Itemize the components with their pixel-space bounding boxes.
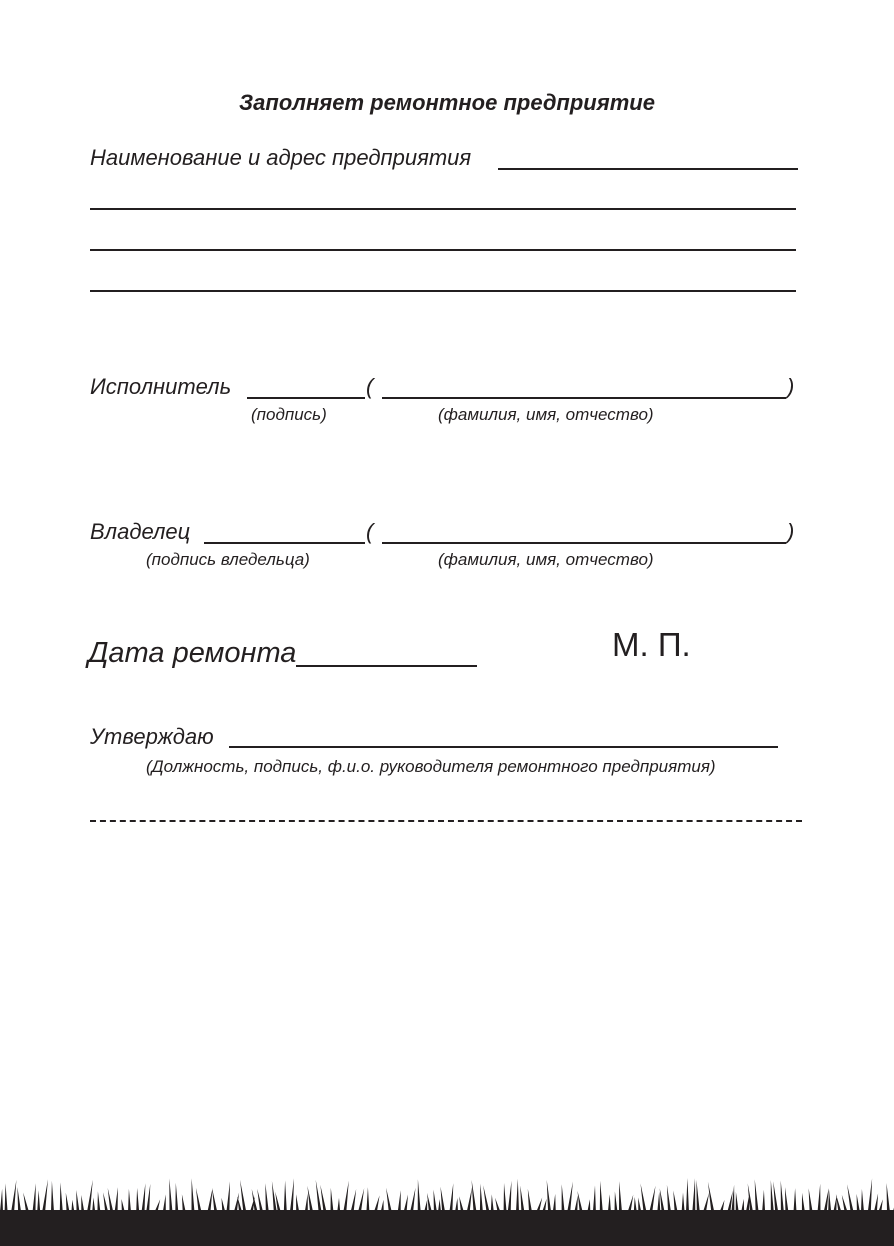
owner-open-paren: (	[366, 519, 374, 544]
owner-signature-caption: (подпись вледельца)	[146, 550, 310, 569]
enterprise-line-1[interactable]	[498, 168, 798, 170]
owner-label: Владелец	[90, 519, 191, 544]
approval-line[interactable]	[229, 746, 778, 748]
cut-line	[90, 820, 802, 822]
enterprise-line-2[interactable]	[90, 208, 796, 210]
executor-open-paren: (	[366, 374, 374, 399]
grass-border-decoration	[0, 1170, 894, 1246]
owner-name-line[interactable]	[382, 542, 786, 544]
stamp-place-label: М. П.	[612, 626, 691, 663]
approval-caption: (Должность, подпись, ф.и.о. руководителя ремонтного предприятия)	[146, 757, 716, 776]
enterprise-line-3[interactable]	[90, 249, 796, 251]
form-title: Заполняет ремонтное предприятие	[239, 90, 655, 115]
enterprise-line-4[interactable]	[90, 290, 796, 292]
enterprise-label: Наименование и адрес предприятия	[90, 145, 472, 170]
executor-label: Исполнитель	[90, 374, 232, 399]
owner-name-caption: (фамилия, имя, отчество)	[438, 550, 654, 569]
executor-close-paren: )	[787, 374, 795, 399]
executor-name-line[interactable]	[382, 397, 786, 399]
repair-date-line[interactable]	[296, 665, 477, 667]
approval-label: Утверждаю	[90, 724, 214, 749]
executor-name-caption: (фамилия, имя, отчество)	[438, 405, 654, 424]
owner-close-paren: )	[787, 519, 795, 544]
executor-signature-line[interactable]	[247, 397, 365, 399]
executor-signature-caption: (подпись)	[251, 405, 327, 424]
owner-signature-line[interactable]	[204, 542, 365, 544]
repair-date-label: Дата ремонта	[88, 637, 297, 669]
